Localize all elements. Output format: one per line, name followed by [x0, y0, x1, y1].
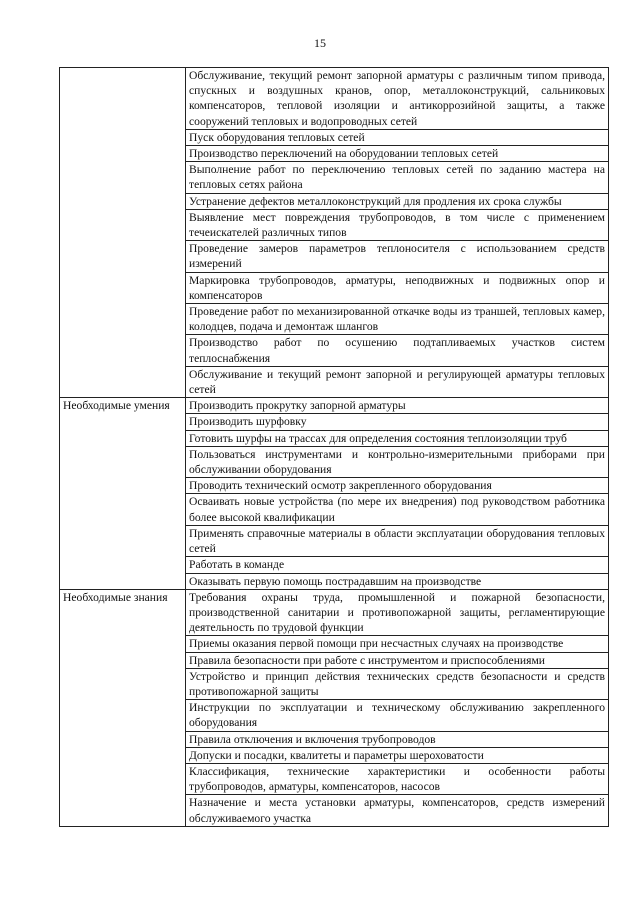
page-number: 15	[314, 36, 326, 50]
table-row	[60, 589, 609, 636]
list-item: Правила отключения и включения трубопроводов	[186, 731, 609, 747]
list-item: Пуск оборудования тепловых сетей	[186, 129, 609, 145]
table-row	[60, 68, 609, 130]
list-item: Применять справочные материалы в области эксплуатации оборудования тепловых сетей	[186, 525, 609, 556]
list-item: Производство работ по осушению подтапливаемых участков систем теплоснабжения	[186, 335, 609, 366]
list-item: Проведение замеров параметров теплоносителя с использованием средств измерений	[186, 241, 609, 272]
section-label: Необходимые умения	[60, 398, 186, 589]
list-item: Маркировка трубопроводов, арматуры, неподвижных и подвижных опор и компенсаторов	[186, 272, 609, 303]
list-item: Проводить технический осмотр закрепленного оборудования	[186, 478, 609, 494]
list-item: Обслуживание, текущий ремонт запорной арматуры с различным типом привода, спускных и воздушных кранов, опор, металлоконструкций, сальниковых компенсаторов, тепловой изоляции и антикоррозийной защиты, а также сооружений тепловых и водопроводных сетей	[186, 68, 609, 130]
table-row	[60, 398, 609, 414]
list-item: Готовить шурфы на трассах для определения состояния теплоизоляции труб	[186, 430, 609, 446]
section-label: Необходимые знания	[60, 589, 186, 826]
list-item: Назначение и места установки арматуры, компенсаторов, средств измерений обслуживаемого участка	[186, 795, 609, 826]
list-item: Производство переключений на оборудовании тепловых сетей	[186, 146, 609, 162]
list-item: Оказывать первую помощь пострадавшим на производстве	[186, 573, 609, 589]
list-item: Проведение работ по механизированной откачке воды из траншей, тепловых камер, колодцев, подача и демонтаж шлангов	[186, 304, 609, 335]
list-item: Производить шурфовку	[186, 414, 609, 430]
list-item: Допуски и посадки, квалитеты и параметры шероховатости	[186, 747, 609, 763]
list-item: Классификация, технические характеристики и особенности работы трубопроводов, арматуры, компенсаторов, насосов	[186, 763, 609, 794]
list-item: Пользоваться инструментами и контрольно-измерительными приборами при обслуживании оборудования	[186, 446, 609, 477]
list-item: Устройство и принцип действия технических средств безопасности и средств противопожарной защиты	[186, 668, 609, 699]
list-item: Правила безопасности при работе с инструментом и приспособлениями	[186, 652, 609, 668]
function-table	[59, 67, 609, 827]
list-item: Инструкции по эксплуатации и техническому обслуживанию закрепленного оборудования	[186, 700, 609, 731]
list-item: Требования охраны труда, промышленной и пожарной безопасности, производственной санитарии и противопожарной защиты, регламентирующие деятельность по трудовой функции	[186, 589, 609, 636]
list-item: Выполнение работ по переключению тепловых сетей по заданию мастера на тепловых сетях района	[186, 162, 609, 193]
section-label	[60, 68, 186, 398]
list-item: Устранение дефектов металлоконструкций для продления их срока службы	[186, 193, 609, 209]
function-table-body	[60, 68, 609, 827]
list-item: Работать в команде	[186, 557, 609, 573]
list-item: Производить прокрутку запорной арматуры	[186, 398, 609, 414]
list-item: Выявление мест повреждения трубопроводов, в том числе с применением течеискателей различных типов	[186, 209, 609, 240]
list-item: Осваивать новые устройства (по мере их внедрения) под руководством работника более высокой квалификации	[186, 494, 609, 525]
list-item: Приемы оказания первой помощи при несчастных случаях на производстве	[186, 636, 609, 652]
list-item: Обслуживание и текущий ремонт запорной и регулирующей арматуры тепловых сетей	[186, 366, 609, 397]
